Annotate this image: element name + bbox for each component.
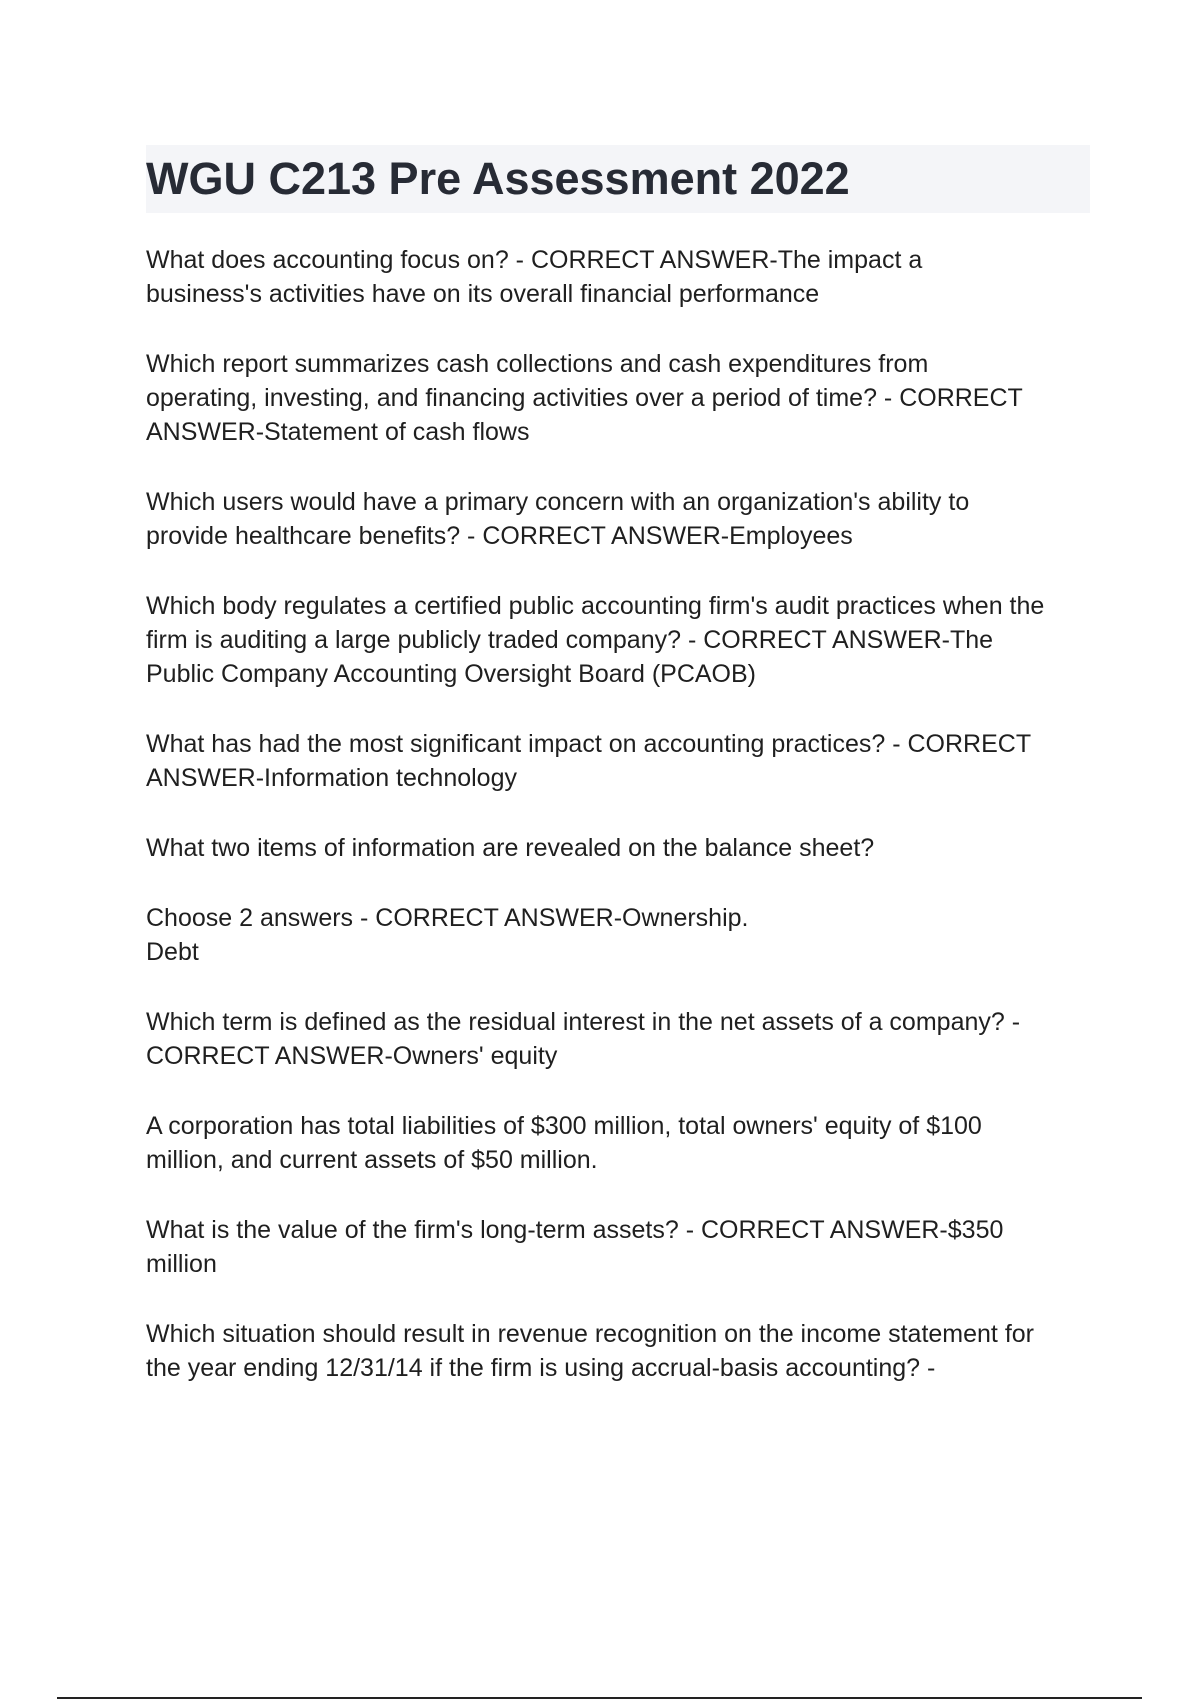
page-bottom-rule [57, 1697, 1142, 1699]
qa-paragraph [146, 1317, 1096, 1385]
qa-paragraph [146, 727, 1096, 795]
text-line: the year ending 12/31/14 if the firm is using accrual-basis accounting? - [146, 1354, 936, 1382]
text-line: What is the value of the firm's long-term assets? - CORRECT ANSWER-$350 [146, 1216, 1004, 1244]
text-line: Choose 2 answers - CORRECT ANSWER-Ownership. [146, 904, 749, 932]
qa-paragraph [146, 1213, 1096, 1281]
text-line: firm is auditing a large publicly traded company? - CORRECT ANSWER-The [146, 626, 994, 654]
text-line: Which report summarizes cash collections and cash expenditures from [146, 350, 929, 378]
text-line: Which body regulates a certified public accounting firm's audit practices when the [146, 592, 1045, 620]
text-line: What two items of information are revealed on the balance sheet? [146, 834, 875, 862]
text-line: million [146, 1250, 217, 1278]
qa-paragraph [146, 347, 1096, 449]
text-line: Public Company Accounting Oversight Board (PCAOB) [146, 660, 756, 688]
qa-paragraph [146, 243, 1096, 311]
qa-paragraph [146, 1109, 1096, 1177]
text-line: Which term is defined as the residual interest in the net assets of a company? - [146, 1008, 1021, 1036]
qa-paragraph [146, 901, 1096, 969]
text-line: million, and current assets of $50 million. [146, 1146, 598, 1174]
text-line: What has had the most significant impact on accounting practices? - CORRECT [146, 730, 1032, 758]
text-line: ANSWER-Information technology [146, 764, 517, 792]
qa-paragraph [146, 831, 1096, 865]
text-line: What does accounting focus on? - CORRECT ANSWER-The impact a [146, 246, 923, 274]
text-line: CORRECT ANSWER-Owners' equity [146, 1042, 558, 1070]
question-list [146, 243, 1096, 1421]
text-line: A corporation has total liabilities of $300 million, total owners' equity of $100 [146, 1112, 982, 1140]
text-line: operating, investing, and financing activities over a period of time? - CORRECT [146, 384, 1023, 412]
text-line: Which users would have a primary concern with an organization's ability to [146, 488, 970, 516]
text-line: ANSWER-Statement of cash flows [146, 418, 530, 446]
document-title: WGU C213 Pre Assessment 2022 [146, 153, 850, 204]
text-line: Debt [146, 938, 199, 966]
qa-paragraph [146, 1005, 1096, 1073]
text-line: provide healthcare benefits? - CORRECT ANSWER-Employees [146, 522, 853, 550]
text-line: business's activities have on its overall financial performance [146, 280, 820, 308]
qa-paragraph [146, 485, 1096, 553]
qa-paragraph [146, 589, 1096, 691]
text-line: Which situation should result in revenue recognition on the income statement for [146, 1320, 1034, 1348]
